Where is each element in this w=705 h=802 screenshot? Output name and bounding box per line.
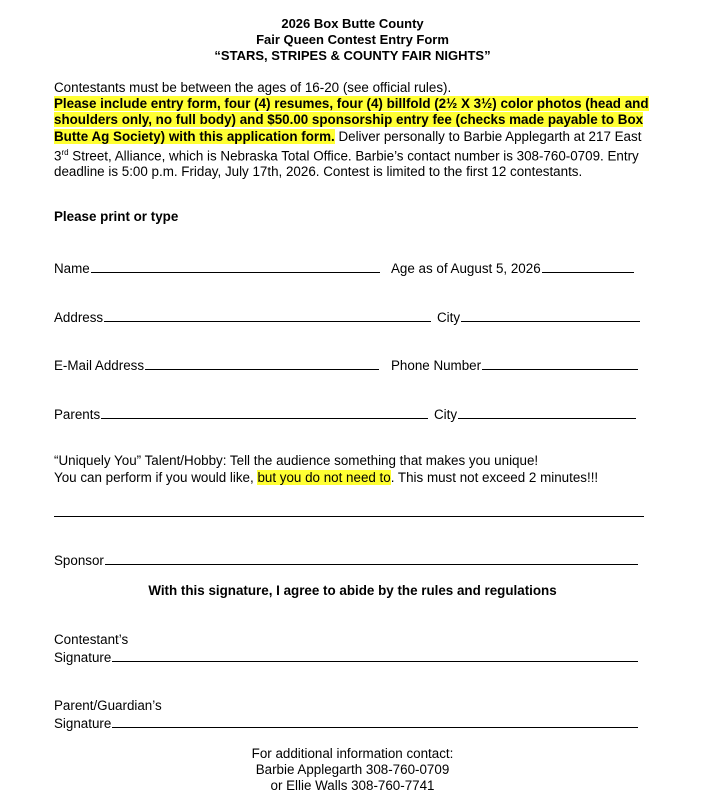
- phone-field[interactable]: [391, 356, 638, 374]
- intro-delivery-b: Street, Alliance, which is Nebraska Total Office. Barbie’s contact number is 308-760-0709. Entry deadline is 5:00 p.m. Friday, July 17th, 2026. Contest is limited to the first 12 contestants.: [54, 148, 639, 180]
- intro-paragraph: [54, 80, 654, 181]
- sponsor-input-line[interactable]: [105, 551, 638, 565]
- talent-note-b: . This must not exceed 2 minutes!!!: [390, 469, 599, 485]
- parents-field[interactable]: [54, 405, 428, 423]
- contestant-signature-field[interactable]: [54, 631, 638, 666]
- talent-prompt: “Uniquely You” Talent/Hobby: Tell the audience something that makes you unique!: [54, 453, 539, 468]
- phone-label: Phone Number: [391, 358, 482, 373]
- city-input-line[interactable]: [461, 308, 640, 322]
- form-title-line2: Fair Queen Contest Entry Form: [256, 32, 449, 47]
- contact-heading: For additional information contact:: [251, 746, 454, 761]
- intro-delivery-sup: rd: [61, 147, 69, 157]
- parents-city-input-line[interactable]: [458, 405, 636, 419]
- intro-delivery-a: Deliver personally to Barbie Applegarth at 217 East 3: [54, 128, 642, 164]
- parents-label: Parents: [54, 407, 101, 422]
- contact-ellie: or Ellie Walls 308-760-7741: [270, 778, 435, 793]
- talent-note-a: You can perform if you would like,: [54, 469, 258, 485]
- email-field[interactable]: [54, 356, 379, 374]
- parents-city-field[interactable]: [434, 405, 636, 423]
- parents-input-line[interactable]: [101, 405, 428, 419]
- form-title-line1: 2026 Box Butte County: [281, 16, 424, 31]
- intro-requirements-highlight: Please include entry form, four (4) resumes, four (4) billfold (2½ X 3½) color photos (head and shoulders only, no full body) and $50.00 sponsorship entry fee (checks made payable to Box Butte Ag Society) with this application form.: [54, 96, 649, 144]
- agreement-statement: With this signature, I agree to abide by the rules and regulations: [148, 583, 557, 598]
- contact-info: [0, 746, 705, 794]
- contestant-signature-line[interactable]: [112, 648, 638, 662]
- parent-signature-line[interactable]: [112, 714, 638, 728]
- age-field[interactable]: [391, 259, 634, 277]
- address-field[interactable]: [54, 308, 431, 326]
- parent-signature-label-2: Signature: [54, 716, 112, 731]
- sponsor-field[interactable]: [54, 551, 638, 569]
- phone-input-line[interactable]: [482, 356, 638, 370]
- age-label: Age as of August 5, 2026: [391, 261, 541, 276]
- name-label: Name: [54, 261, 90, 276]
- name-input-line[interactable]: [91, 259, 380, 273]
- contact-barbie: Barbie Applegarth 308-760-0709: [255, 762, 450, 777]
- intro-age-requirement: Contestants must be between the ages of 16-20 (see official rules).: [54, 80, 452, 95]
- contestant-signature-label-1: Contestant’s: [54, 632, 129, 647]
- print-instruction: Please print or type: [54, 209, 179, 224]
- parent-signature-field[interactable]: [54, 697, 638, 732]
- name-field[interactable]: [54, 259, 380, 277]
- age-input-line[interactable]: [542, 259, 634, 273]
- email-input-line[interactable]: [145, 356, 379, 370]
- talent-input-line[interactable]: [54, 516, 644, 517]
- email-label: E-Mail Address: [54, 358, 145, 373]
- parents-city-label: City: [434, 407, 458, 422]
- parent-signature-label-1: Parent/Guardian’s: [54, 698, 162, 713]
- city-label: City: [437, 310, 461, 325]
- talent-note-highlight: but you do not need to: [257, 469, 391, 485]
- address-input-line[interactable]: [104, 308, 431, 322]
- sponsor-label: Sponsor: [54, 553, 104, 568]
- contestant-signature-label-2: Signature: [54, 650, 112, 665]
- city-field[interactable]: [437, 308, 640, 326]
- talent-section: [54, 453, 654, 486]
- form-theme: “STARS, STRIPES & COUNTY FAIR NIGHTS”: [214, 48, 491, 63]
- address-label: Address: [54, 310, 104, 325]
